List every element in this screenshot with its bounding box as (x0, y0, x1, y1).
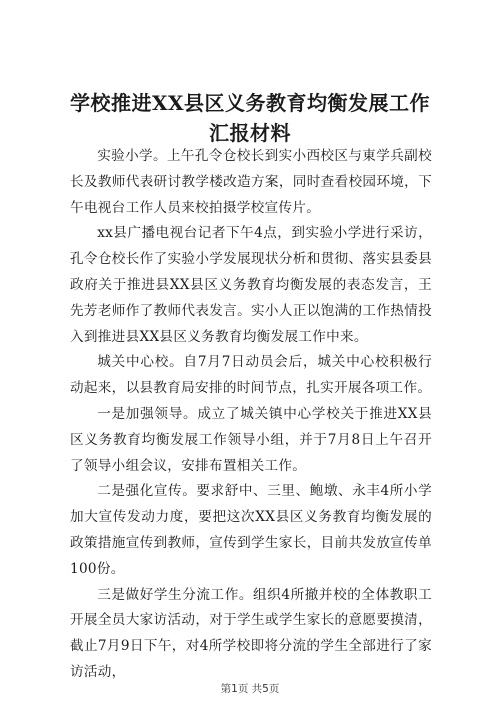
document-body (70, 144, 432, 686)
paragraph: xx县广播电视台记者下午4点，到实验小学进行采访，孔令仓校长作了实验小学发展现状分析和贯彻、落实县委县政府关于推进县XX县区义务教育均衡发展的表态发言，王先芳老师作了教师代表发言。实小人正以饱满的工作热情投入到推进县XX县区义务教育均衡发展工作中来。 (70, 225, 432, 345)
paragraph: 二是强化宣传。要求舒中、三里、鲍墩、永丰4所小学加大宣传发动力度，要把这次XX县区义务教育均衡发展的政策措施宣传到教师，宣传到学生家长，目前共发放宣传单100份。 (70, 483, 432, 577)
paragraph: 实验小学。上午孔令仓校长到实小西校区与東学兵副校长及教师代表研讨教学楼改造方案，同时查看校园环境，下午电视台工作人员来校拍摄学校宣传片。 (70, 148, 432, 216)
paragraph: 城关中心校。自7月7日动员会后，城关中心校积极行动起来，以县教育局安排的时间节点，扎实开展各项工作。 (70, 354, 432, 397)
paragraph: 一是加强领导。成立了城关镇中心学校关于推进XX县区义务教育均衡发展工作领导小组，并于7月8日上午召开了领导小组会议，安排布置相关工作。 (70, 405, 432, 474)
document-title: 学校推进XX县区义务教育均衡发展工作汇报材料 (69, 91, 431, 145)
paragraph: 三是做好学生分流工作。组织4所撤并校的全体教职工开展全员大家访活动，对于学生或学生家长的意愿要摸清，截止7月9日下午，对4所学校即将分流的学生全部进行了家访活动， (70, 586, 432, 680)
page-footer: 第1页 共5页 (220, 683, 280, 695)
